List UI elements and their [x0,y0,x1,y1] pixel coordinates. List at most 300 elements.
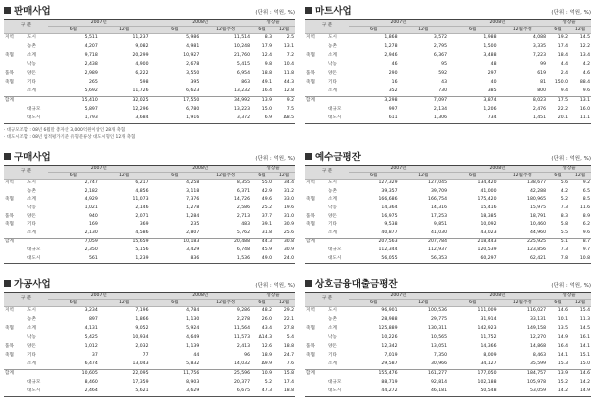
table-cell: 43 [441,79,448,85]
row-group-label [305,188,327,196]
data-table [305,19,591,124]
table-cell: 3,234 [84,307,98,313]
header-2007: 2007년 [48,20,150,27]
row-group-label [305,230,327,238]
table-cell: 10,605 [48,370,99,379]
table-cell: 8.5 [582,197,591,203]
panel-title [305,6,352,18]
row-label: 소계 [328,88,337,94]
table-cell: 290 [388,70,398,76]
panel-title [4,279,51,291]
header-month: 12월 [273,173,295,180]
table-cell: 10,092 [480,222,497,228]
row-label [327,97,349,106]
row-group-label: 품목 [5,213,14,219]
table-cell: 13.9 [251,97,273,106]
table-cell: 225,925 [498,238,548,246]
table-cell: 138,677 [527,180,547,186]
header-month: 6월 [48,300,99,307]
table-cell: 2,130 [84,230,98,236]
header-2008: 2008년 [150,166,252,173]
table-row [305,180,591,188]
header-2008: 2008년 [448,20,547,27]
table-cell: 2,182 [84,188,98,194]
table-cell: 9,286 [236,307,251,313]
table-cell: 49.1 [261,79,273,85]
header-growth: 성장율 [251,20,295,27]
row-label: 기타 [27,222,36,228]
row-group-label [305,115,327,124]
header-month: 12월추정 [200,27,251,34]
row-label: 양돈 [328,343,337,349]
row-label: 낙농 [328,61,337,67]
header-gubun: 구 분 [4,166,48,180]
table-cell: 4,981 [186,43,200,49]
table-cell: 123,856 [527,247,547,253]
row-group-label [305,255,327,263]
total-row [305,97,591,106]
row-label: 농촌 [328,188,337,194]
table-row [305,247,591,255]
table-cell: 40 [490,79,497,85]
table-cell: 26.0 [261,316,273,322]
table-cell: 2,989 [84,70,98,76]
row-label: 농촌 [328,316,337,322]
table-cell: 7,097 [399,97,449,106]
table-row [305,88,591,97]
table-cell: 5,897 [84,106,98,112]
table-cell: 9.2 [273,97,295,106]
header-row-months [4,27,295,34]
table-cell: 5.5 [560,230,569,236]
table-cell: 14.9 [557,334,569,340]
header-month: 12월 [399,27,449,34]
table-cell: 166,754 [428,197,448,203]
table-cell: 25.6 [283,230,295,236]
row-label: 소계 [27,230,36,236]
row-group-label: 품목 [5,70,14,76]
table-row [305,106,591,115]
table-cell: 14.1 [557,352,569,358]
table-cell: 18.8 [261,70,273,76]
table-cell: 15,659 [99,238,150,246]
table-cell: 611 [349,115,399,124]
row-group-label: 축협 [5,222,14,228]
table-cell: 11,514 [233,34,251,40]
table-cell: 2,032 [135,343,149,349]
row-group-label: 축협 [306,197,315,203]
table-cell: 5,762 [236,230,251,236]
header-row-years [305,166,591,173]
table-cell: 10,927 [183,52,200,58]
table-cell: 134,420 [477,180,497,186]
row-label: 도시 [328,34,337,40]
table-cell: 12.8 [283,88,295,94]
table-cell: 12,342 [381,343,398,349]
row-label: 농촌 [27,43,36,49]
header-gubun: 구 분 [305,166,349,180]
row-group-label [4,230,26,238]
table-cell: 19.6 [283,205,295,211]
row-label: 대규모 [328,106,342,112]
header-growth: 성장율 [251,293,295,300]
table-cell: 11,726 [132,88,149,94]
row-group-label [4,388,26,397]
table-cell: 112,344 [378,247,398,253]
table-cell: 42,288 [529,188,547,194]
table-cell: 1,130 [186,316,200,322]
table-cell: 44.3 [283,79,295,85]
table-cell: 96 [244,352,251,358]
table-cell: 33.0 [283,197,295,203]
footnote: · 대규모조합 : 08년 6월말 총자산 3,000억원이상인 28개 축협 [4,128,126,133]
table-cell: 34,127 [480,361,497,367]
header-row-years [305,293,591,300]
table-cell: 7.3 [560,205,569,211]
row-label: 대도시 [327,115,349,124]
table-cell: 14.1 [579,343,591,349]
square-bullet-icon [305,7,312,14]
table-cell: 14.5 [579,325,591,331]
row-label: 대규모 [328,247,342,253]
table-cell: 24.0 [273,255,295,263]
row-label: 소계 [27,325,36,331]
row-label [26,238,48,246]
table-row [4,221,295,229]
row-label: 기타 [328,222,337,228]
row-group-label [4,334,26,343]
row-label: 대규모 [328,379,342,385]
table-cell: 43.4 [261,325,273,331]
table-row [305,361,591,370]
table-cell: 13.4 [579,52,591,58]
row-label: 양돈 [27,70,36,76]
table-cell: 127,045 [428,180,448,186]
table-cell: 180,965 [527,197,547,203]
row-label: 소계 [328,52,337,58]
row-label: 소계 [27,88,36,94]
row-group-label: 축협 [306,325,315,331]
table-cell: 44,960 [529,230,547,236]
table-cell: 44.3 [251,238,273,246]
data-table [4,19,295,124]
header-row-years [4,166,295,173]
table-cell: 11,073 [132,197,149,203]
table-cell: 47.3 [251,388,273,397]
table-cell: 62,421 [498,255,548,263]
table-cell: 14.6 [569,370,591,379]
report-panel [4,6,295,143]
table-cell: 6.9 [251,115,273,124]
table-cell: 1,021 [84,205,98,211]
row-group-label: 축협 [306,79,315,85]
table-row [4,213,295,221]
row-group-label [4,106,26,115]
table-cell: 22.2 [557,106,569,112]
table-cell: 48 [490,61,497,67]
table-cell: 14,364 [381,205,398,211]
square-bullet-icon [4,280,11,287]
table-cell: 102,188 [477,379,497,385]
table-cell: 177,050 [448,370,498,379]
row-label: 도시 [27,180,36,186]
table-cell: 2.4 [560,70,569,76]
table-cell: 10.4 [283,61,295,67]
table-cell: 16 [391,79,398,85]
header-2008: 2008년 [150,20,252,27]
table-cell: 2,795 [433,43,448,49]
table-cell: 1,284 [186,213,200,219]
row-label: 소계 [328,230,337,236]
header-month: 6월 [448,300,498,307]
table-row [4,316,295,325]
table-row [305,52,591,61]
table-row [305,388,591,397]
table-cell: 4,856 [135,188,149,194]
row-label: 대도시 [327,255,349,263]
table-cell: 116,027 [527,307,547,313]
table-cell: 155,476 [349,370,399,379]
table-cell: 34,992 [200,97,251,106]
table-cell: 31,914 [480,316,497,322]
table-cell: 730 [438,88,448,94]
table-cell: 99 [540,61,547,67]
square-bullet-icon [305,280,312,287]
total-row [4,238,295,246]
table-cell: 8.9 [582,213,591,219]
table-body [4,180,295,264]
table-cell: 14,726 [233,197,251,203]
table-cell: 4,900 [135,61,149,67]
table-cell: 40,877 [381,230,398,236]
table-cell: 10,226 [381,334,398,340]
table-row [4,334,295,343]
row-group-label [4,255,26,263]
row-group-label [305,388,327,397]
table-cell: 184,757 [498,370,548,379]
table-cell: 39,357 [381,188,398,194]
table-cell: 10,248 [233,43,251,49]
table-body [305,307,591,397]
table-cell: 48.2 [261,307,273,313]
table-cell: 13,043 [132,361,149,367]
table-cell: 7.2 [286,52,295,58]
table-cell: 15.4 [579,307,591,313]
table-cell: 22.1 [283,316,295,322]
row-group-label: 지역 [5,34,14,40]
header-growth: 성장율 [547,293,591,300]
table-cell: 31.8 [261,230,273,236]
table-cell: 1,536 [200,255,251,263]
row-label: 낙농 [328,205,337,211]
table-cell: 30.8 [273,238,295,246]
data-table [4,165,295,264]
table-cell: 49.0 [251,255,273,263]
total-row [305,238,591,246]
table-row [4,196,295,204]
row-label: 양돈 [27,213,36,219]
table-cell: 6,954 [236,70,251,76]
table-cell: 2,146 [135,205,149,211]
table-cell: 43,023 [480,230,497,236]
row-group-label [4,43,26,52]
table-row [4,188,295,196]
table-cell: 6,367 [433,52,448,58]
row-group-label [305,106,327,115]
table-row [4,88,295,97]
row-group-label [4,379,26,388]
row-label: 기타 [328,79,337,85]
table-cell: 836 [150,255,201,263]
table-cell: 1,139 [186,343,200,349]
row-label: 소계 [328,197,337,203]
header-row-months [4,300,295,307]
table-cell: 2,747 [84,180,98,186]
table-cell: 16.0 [579,106,591,112]
panel-title-text: 예수금평잔 [315,152,361,163]
table-cell: Δ14.3 [258,334,273,340]
table-cell: 3,429 [186,247,200,253]
table-cell: 29,587 [381,361,398,367]
header-2007: 2007년 [349,166,448,173]
table-cell: 1,278 [186,205,200,211]
table-cell: 111,009 [477,307,497,313]
row-label: 소계 [27,361,36,367]
table-cell: 6,474 [84,361,98,367]
unit-label: (단위 : 억원, %) [551,283,591,289]
table-body [4,34,295,124]
table-cell: 39,709 [430,188,448,194]
row-label [327,370,349,379]
table-cell: 385 [487,88,497,94]
header-month: 12월추정 [498,173,548,180]
table-cell: 2,464 [48,388,99,397]
row-group-label: 축협 [5,352,14,358]
table-cell: 16.4 [261,88,273,94]
header-month: 12월 [99,173,150,180]
unit-label: (단위 : 억원, %) [255,283,295,289]
table-cell: 16,975 [381,213,398,219]
table-cell: 5,156 [135,247,149,253]
header-month: 6월 [349,173,399,180]
header-month: 6월 [547,27,569,34]
table-cell: 15.2 [557,379,569,385]
table-cell: 11,564 [233,325,251,331]
table-row [305,316,591,325]
row-group-label [4,247,26,255]
table-cell: 14,868 [529,343,547,349]
table-cell: 11,573 [233,334,251,340]
row-group-label [305,247,327,255]
table-row [4,61,295,70]
table-cell: 734 [448,115,498,124]
table-cell: 14.2 [547,388,569,397]
table-cell: 12,270 [529,334,547,340]
row-label: 도시 [27,307,36,313]
table-cell: 4,088 [532,34,547,40]
header-month: 6월 [251,173,273,180]
panel-title-text: 마트사업 [315,6,352,17]
table-cell: 30.9 [283,247,295,253]
row-group-label: 합계 [305,238,327,246]
table-row [305,343,591,352]
table-cell: 6,217 [135,180,149,186]
table-cell: 14.9 [569,388,591,397]
table-cell: 18.4 [557,52,569,58]
header-month: 6월 [448,173,498,180]
table-cell: 5,986 [186,34,200,40]
header-month: 12월 [399,300,449,307]
table-row [305,213,591,221]
table-row [305,61,591,70]
total-row [4,370,295,379]
square-bullet-icon [4,153,11,160]
table-cell: 18,791 [529,213,547,219]
table-cell: 20,488 [200,238,251,246]
table-cell: 369 [139,222,149,228]
row-group-label: 지역 [306,307,315,313]
table-cell: 5,511 [84,34,98,40]
header-month: 6월 [251,300,273,307]
header-row-years [4,20,295,27]
header-growth: 성장율 [547,166,591,173]
row-label [26,97,48,106]
table-cell: 2,807 [186,230,200,236]
row-group-label: 지역 [306,34,315,40]
table-cell: 55.0 [261,180,273,186]
table-cell: 17.5 [547,97,569,106]
table-cell: 18,385 [480,213,497,219]
header-month: 6월 [448,27,498,34]
header-row-years [305,20,591,27]
table-cell: Δ9.9 [261,361,273,367]
row-label: 낙농 [328,334,337,340]
table-row [305,255,591,263]
table-cell: 20,377 [233,379,251,385]
table-cell: 4.2 [582,61,591,67]
table-cell: 1,793 [48,115,99,124]
table-cell: 17,359 [132,379,149,385]
table-cell: 42.9 [261,188,273,194]
table-row [4,115,295,124]
table-cell: 4.2 [560,188,569,194]
row-label: 농촌 [328,43,337,49]
table-cell: 14.5 [579,34,591,40]
row-group-label [4,205,26,213]
table-cell: 27.8 [283,325,295,331]
table-cell: 14,366 [480,343,497,349]
header-2008: 2008년 [150,293,252,300]
table-cell: 60,297 [448,255,498,263]
row-label: 대도시 [327,388,349,397]
header-month: 6월 [150,27,201,34]
header-growth: 성장율 [547,20,591,27]
row-group-label: 축협 [5,52,14,58]
table-row [4,180,295,188]
table-cell: 7.8 [547,255,569,263]
table-cell: 56,353 [399,255,449,263]
table-cell: 2,713 [236,213,251,219]
row-group-label: 품목 [306,343,315,349]
header-month: 12월추정 [498,300,548,307]
table-cell: 125,889 [378,325,398,331]
header-2007: 2007년 [48,166,150,173]
header-gubun: 구 분 [4,20,48,34]
panel-title-text: 가공사업 [14,279,51,290]
table-cell: 6,623 [186,88,200,94]
panel-title-text: 상호금융대출금평잔 [315,279,398,290]
header-month: 6월 [547,173,569,180]
